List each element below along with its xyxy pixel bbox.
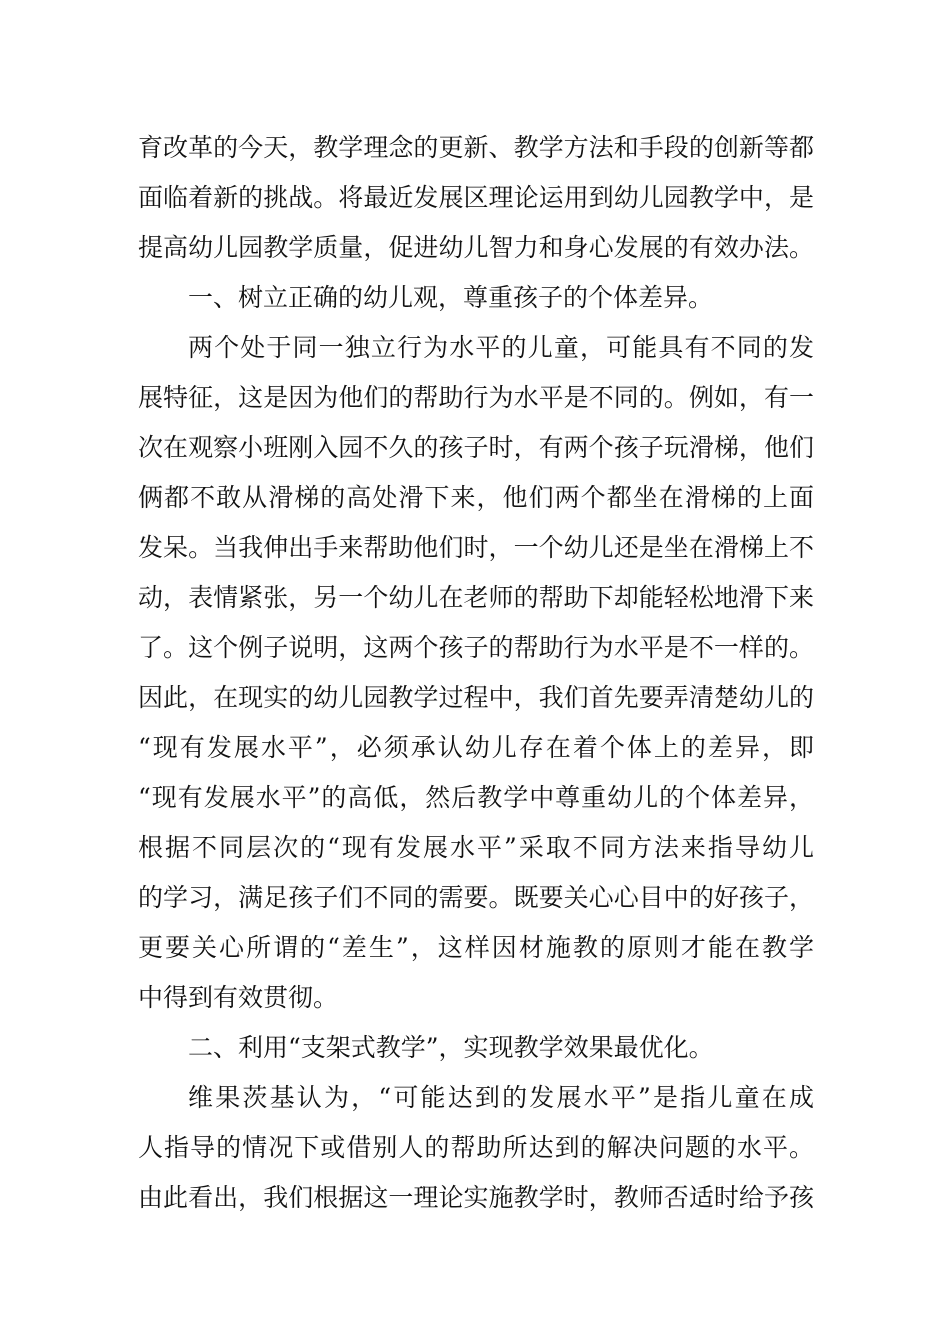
text-line: 了。这个例子说明，这两个孩子的帮助行为水平是不一样的。 (138, 633, 814, 662)
text-line: 提高幼儿园教学质量，促进幼儿智力和身心发展的有效办法。 (138, 233, 814, 262)
text-line: 两个处于同一独立行为水平的儿童，可能具有不同的发 (188, 333, 814, 362)
text-line: 次在观察小班刚入园不久的孩子时，有两个孩子玩滑梯，他们 (138, 433, 814, 462)
text-line: 维果茨基认为，“可能达到的发展水平”是指儿童在成 (188, 1083, 814, 1112)
text-line: 的学习，满足孩子们不同的需要。既要关心心目中的好孩子， (138, 883, 814, 912)
text-line: 动，表情紧张，另一个幼儿在老师的帮助下却能轻松地滑下来 (138, 583, 814, 612)
section-heading: 二、利用“支架式教学”，实现教学效果最优化。 (188, 1033, 714, 1062)
text-line: 俩都不敢从滑梯的高处滑下来，他们两个都坐在滑梯的上面 (138, 483, 814, 512)
text-line: 中得到有效贯彻。 (138, 983, 339, 1012)
text-line: 发呆。当我伸出手来帮助他们时，一个幼儿还是坐在滑梯上不 (138, 533, 814, 562)
text-line: “现有发展水平”的高低，然后教学中尊重幼儿的个体差异， (138, 783, 814, 812)
text-line: 更要关心所谓的“差生”，这样因材施教的原则才能在教学 (138, 933, 814, 962)
text-line: 育改革的今天，教学理念的更新、教学方法和手段的创新等都 (138, 133, 814, 162)
section-heading: 一、树立正确的幼儿观，尊重孩子的个体差异。 (188, 283, 714, 312)
text-line: 面临着新的挑战。将最近发展区理论运用到幼儿园教学中，是 (138, 183, 814, 212)
text-line: 展特征，这是因为他们的帮助行为水平是不同的。例如，有一 (138, 383, 814, 412)
text-line: 由此看出，我们根据这一理论实施教学时，教师否适时给予孩 (138, 1183, 814, 1212)
text-line: 根据不同层次的“现有发展水平”采取不同方法来指导幼儿 (138, 833, 814, 862)
text-line: 人指导的情况下或借别人的帮助所达到的解决问题的水平。 (138, 1133, 814, 1162)
text-line: 因此，在现实的幼儿园教学过程中，我们首先要弄清楚幼儿的 (138, 683, 814, 712)
text-line: “现有发展水平”，必须承认幼儿存在着个体上的差异，即 (138, 733, 814, 762)
